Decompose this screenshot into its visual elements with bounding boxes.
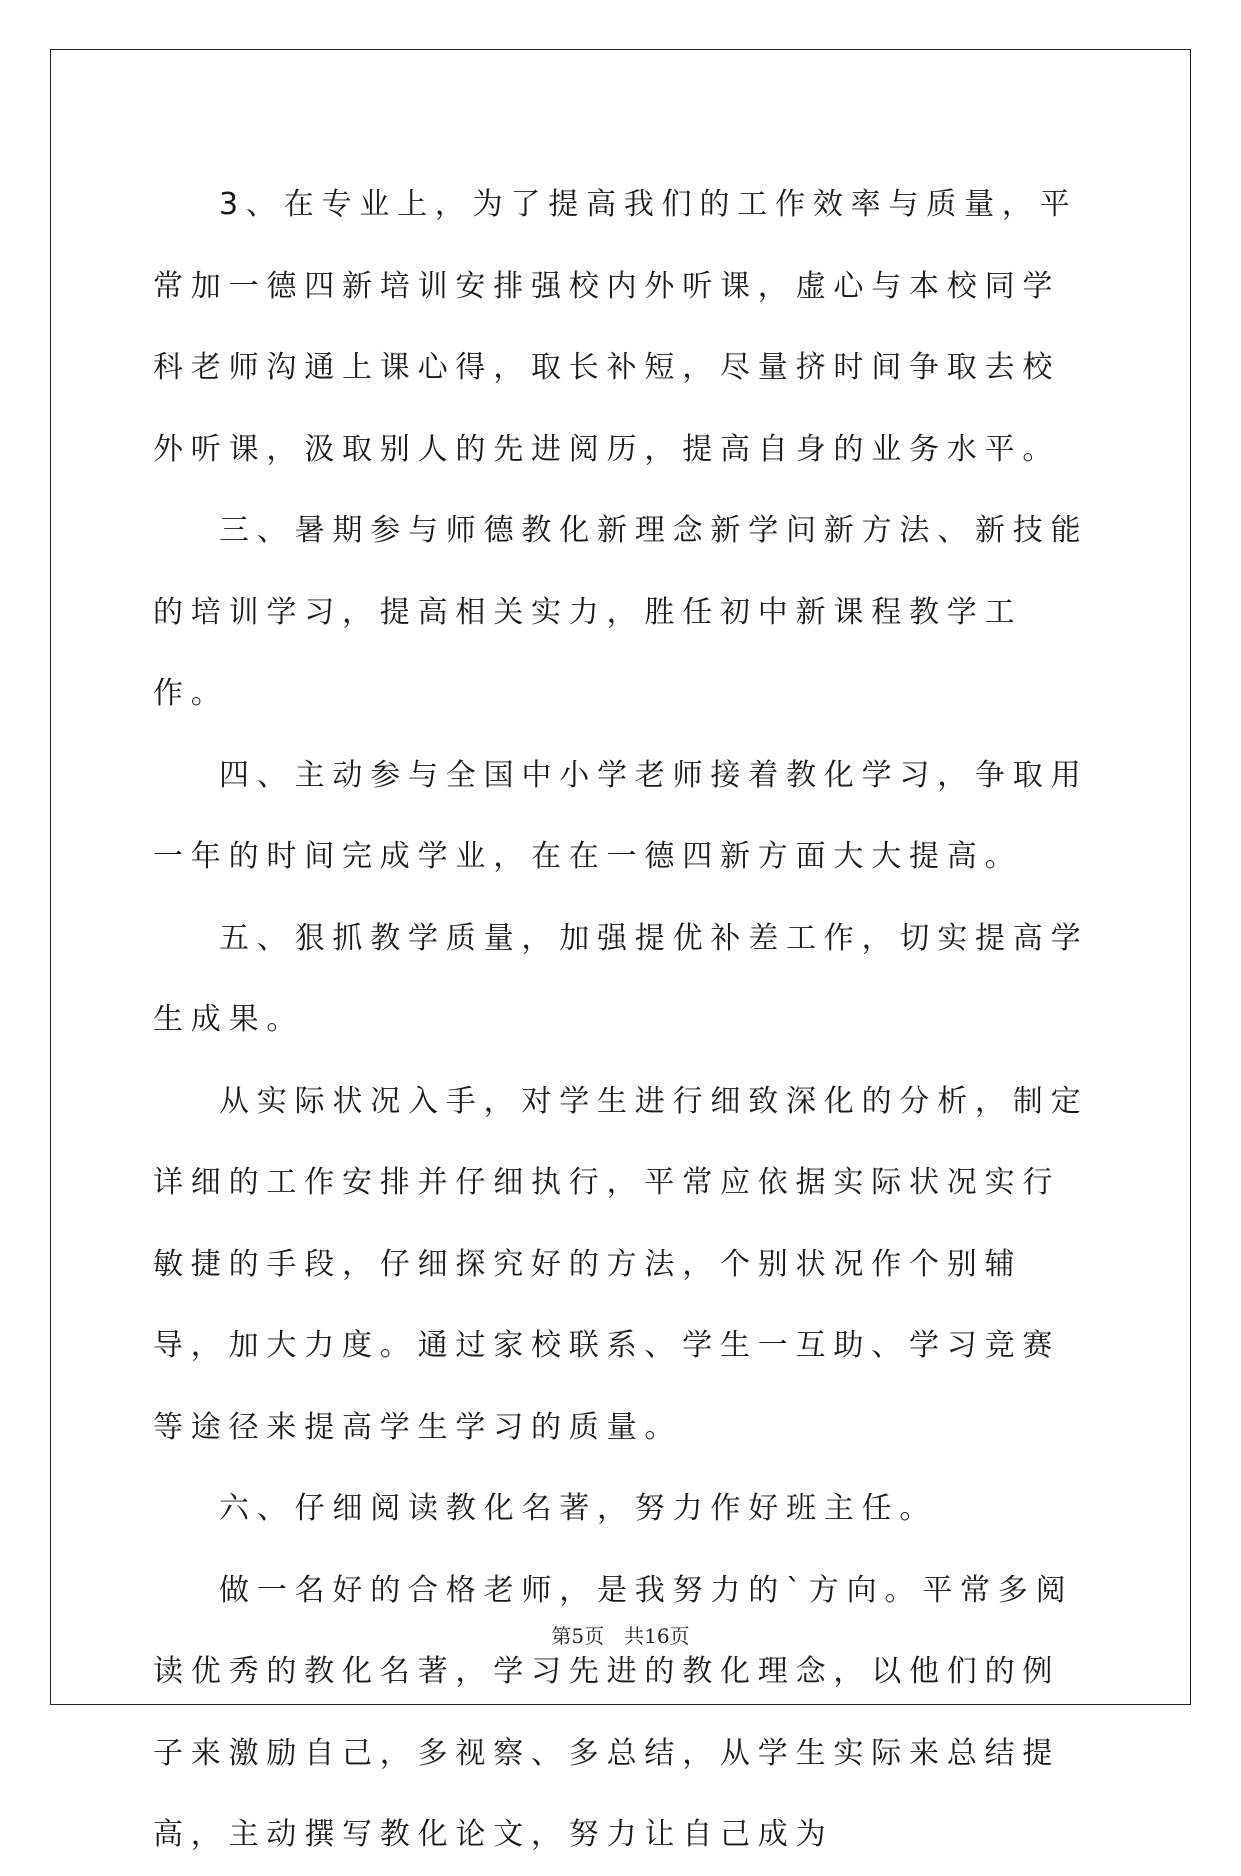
paragraph: 从实际状况入手，对学生进行细致深化的分析，制定详细的工作安排并仔细执行，平常应依据实际状况实行敏捷的手段，仔细探究好的方法，个别状况作个别辅导，加大力度。通过家校联系、学生一互助、学习竞赛等途径来提高学生学习的质量。 [153, 1083, 1089, 1445]
paragraph: 五、狠抓教学质量，加强提优补差工作，切实提高学生成果。 [153, 920, 1089, 1037]
paragraph: 四、主动参与全国中小学老师接着教化学习，争取用一年的时间完成学业，在在一德四新方面大大提高。 [153, 757, 1089, 874]
paragraph: 六、仔细阅读教化名著，努力作好班主任。 [219, 1491, 938, 1526]
document-body [153, 164, 1089, 1876]
page-number: 第5页 共16页 [551, 1624, 690, 1648]
paragraph: 做一名好的合格老师，是我努力的`方向。平常多阅读优秀的教化名著，学习先进的教化理念，以他们的例子来激励自己，多视察、多总结，从学生实际来总结提高，主动撰写教化论文，努力让自己成为 [153, 1572, 1074, 1852]
paragraph: 3、在专业上，为了提高我们的工作效率与质量，平常加一德四新培训安排强校内外听课，虚心与本校同学科老师沟通上课心得，取长补短，尽量挤时间争取去校外听课，汲取别人的先进阅历，提高自身的业务水平。 [153, 187, 1078, 467]
paragraph: 三、暑期参与师德教化新理念新学问新方法、新技能的培训学习，提高相关实力，胜任初中新课程教学工作。 [153, 513, 1089, 711]
